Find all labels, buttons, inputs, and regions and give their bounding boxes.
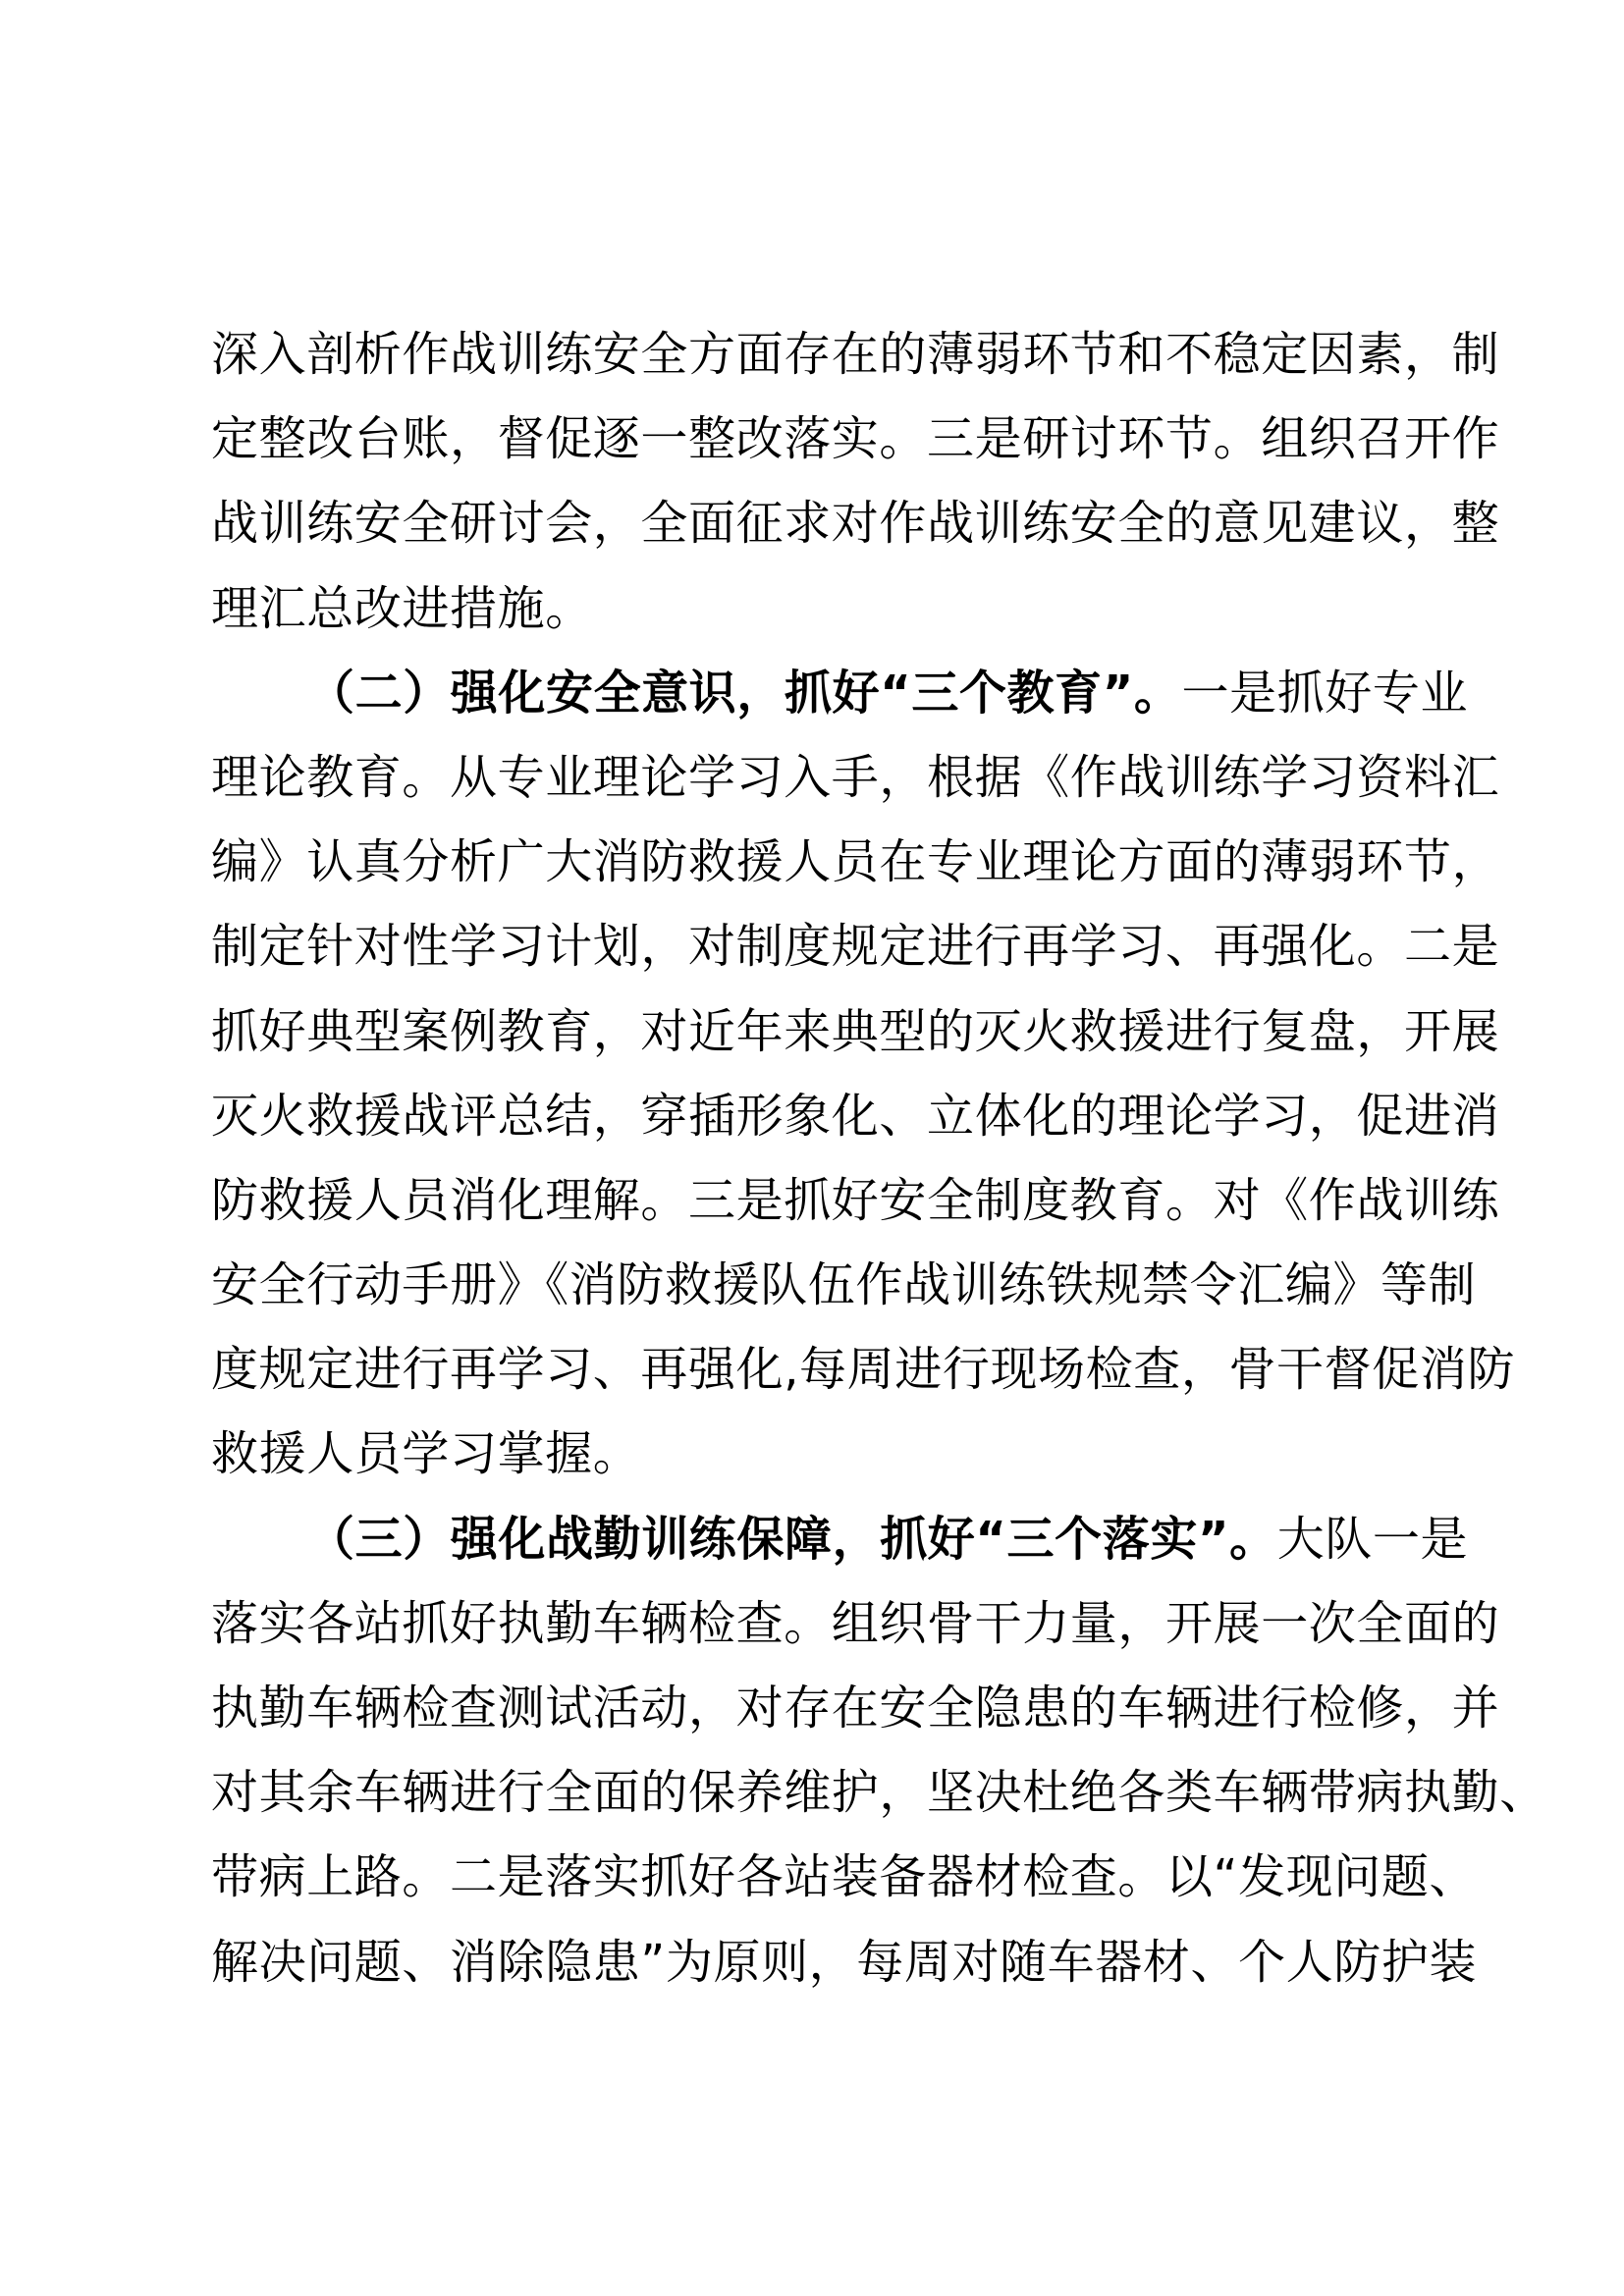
section-heading: （二）强化安全意识，抓好“三个教育”。 (307, 665, 1182, 721)
section-heading: （三）强化战勤训练保障，抓好“三个落实”。 (307, 1511, 1277, 1567)
text-line: 落实各站抓好执勤车辆检查。组织骨干力量，开展一次全面的 (211, 1595, 1500, 1651)
text-line: 执勤车辆检查测试活动，对存在安全隐患的车辆进行检修，并 (211, 1681, 1500, 1735)
document-body (211, 312, 1547, 2004)
paragraph-1 (211, 312, 1500, 651)
text-line: 战训练安全研讨会，全面征求对作战训练安全的意见建议，整 (211, 496, 1500, 552)
paragraph-2 (211, 651, 1516, 1497)
text-span: 一是抓好专业 (1181, 665, 1469, 721)
text-line: 深入剖析作战训练安全方面存在的薄弱环节和不稳定因素，制 (211, 327, 1500, 382)
text-span: 大队一是 (1276, 1511, 1469, 1567)
text-line: 度规定进行再学习、再强化,每周进行现场检查，骨干督促消防 (211, 1342, 1516, 1398)
text-line: 对其余车辆进行全面的保养维护，坚决杜绝各类车辆带病执勤、 (211, 1765, 1547, 1821)
text-line: 理论教育。从专业理论学习入手，根据《作战训练学习资料汇 (211, 749, 1500, 805)
text-line: 带病上路。二是落实抓好各站装备器材检查。以“发现问题、 (211, 1849, 1478, 1905)
text-line: 救援人员学习掌握。 (211, 1426, 641, 1482)
text-line: 制定针对性学习计划，对制度规定进行再学习、再强化。二是 (211, 919, 1500, 975)
text-line (211, 1497, 1488, 1581)
text-line: 理汇总改进措施。 (211, 580, 593, 636)
text-line: 防救援人员消化理解。三是抓好安全制度教育。对《作战训练 (211, 1172, 1500, 1228)
text-line: 定整改台账，督促逐一整改落实。三是研讨环节。组织召开作 (211, 411, 1500, 467)
text-line: 抓好典型案例教育，对近年来典型的灭火救援进行复盘，开展 (211, 1003, 1500, 1059)
text-line: 编》认真分析广大消防救援人员在专业理论方面的薄弱环节， (211, 834, 1500, 890)
text-line: 灭火救援战评总结，穿插形象化、立体化的理论学习，促进消 (211, 1088, 1500, 1144)
paragraph-3 (211, 1497, 1547, 2004)
text-line: 安全行动手册》《消防救援队伍作战训练铁规禁令汇编》等制 (211, 1257, 1477, 1313)
text-line: 解决问题、消除隐患”为原则，每周对随车器材、个人防护装 (211, 1934, 1478, 1990)
text-line (211, 651, 1488, 735)
